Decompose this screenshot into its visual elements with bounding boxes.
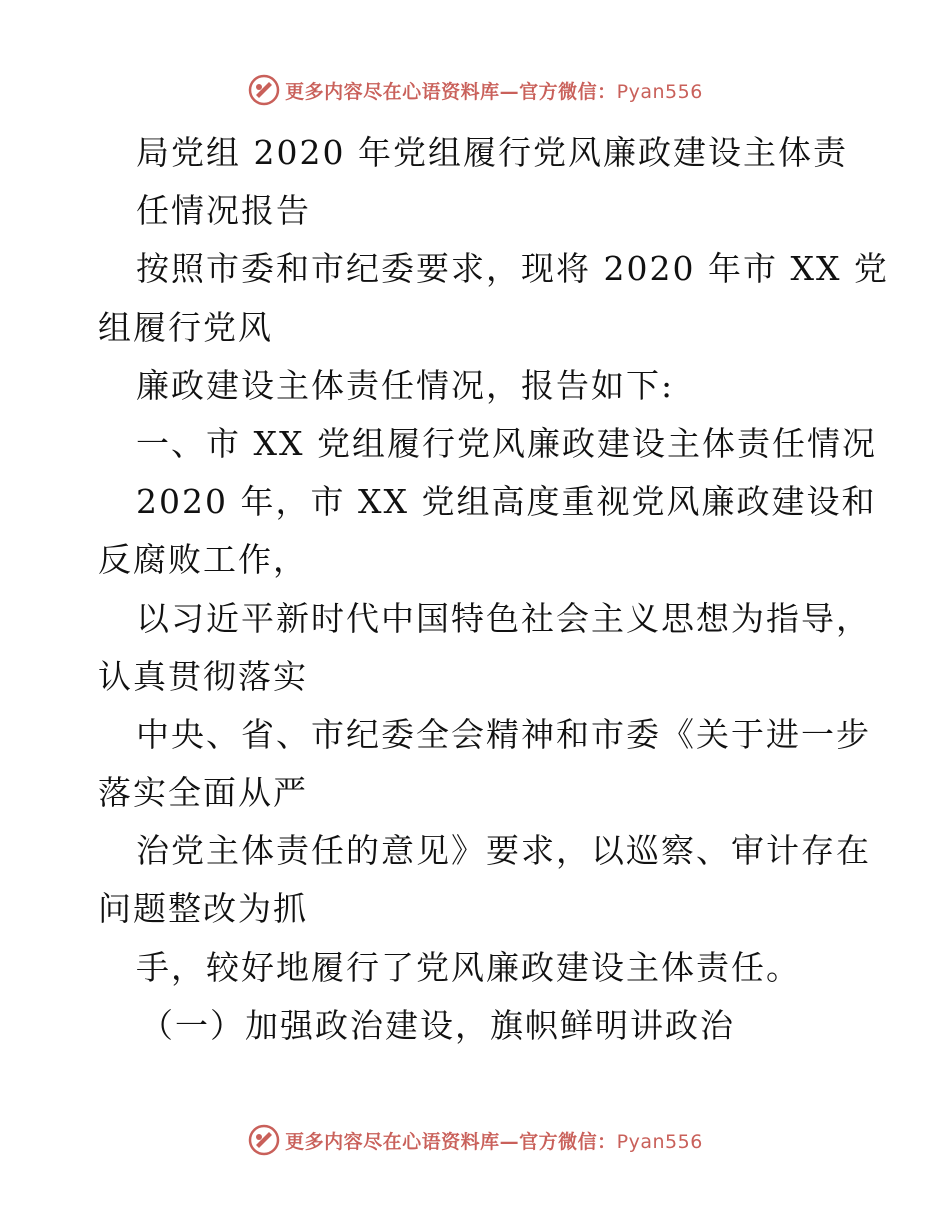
title-line-2: 任情况报告 <box>136 191 311 231</box>
logo-icon <box>247 1123 281 1157</box>
section-heading: 一、市 XX 党组履行党风廉政建设主体责任情况 <box>136 423 877 463</box>
watermark-text <box>285 1127 703 1154</box>
paragraph-line: 按照市委和市纪委要求，现将 2020 年市 XX 党 <box>136 249 889 289</box>
paragraph-line: 问题整改为抓 <box>98 889 308 929</box>
title-line-1: 局党组 2020 年党组履行党风廉政建设主体责 <box>136 133 848 172</box>
logo-icon <box>247 73 281 107</box>
watermark-text-cn: 更多内容尽在心语资料库—官方微信： <box>285 1130 617 1153</box>
footer-watermark <box>0 1120 950 1160</box>
watermark-wechat-id: Pyan556 <box>616 80 703 103</box>
watermark-text <box>285 77 703 104</box>
paragraph-line: 认真贯彻落实 <box>98 656 308 696</box>
paragraph-line: 落实全面从严 <box>98 773 308 813</box>
watermark-text-cn: 更多内容尽在心语资料库—官方微信： <box>285 80 617 103</box>
paragraph-line: 以习近平新时代中国特色社会主义思想为指导， <box>136 598 871 638</box>
document-body <box>98 124 889 1055</box>
paragraph-line: 中央、省、市纪委全会精神和市委《关于进一步 <box>136 714 871 754</box>
subsection-heading: （一）加强政治建设，旗帜鲜明讲政治 <box>140 1005 735 1045</box>
watermark-wechat-id: Pyan556 <box>616 1130 703 1153</box>
paragraph-line: 廉政建设主体责任情况，报告如下: <box>136 365 675 405</box>
header-watermark <box>0 70 950 110</box>
paragraph-line: 反腐败工作， <box>98 540 308 580</box>
paragraph-line: 2020 年，市 XX 党组高度重视党风廉政建设和 <box>136 482 877 522</box>
paragraph-line: 手，较好地履行了党风廉政建设主体责任。 <box>136 947 801 987</box>
paragraph-line: 组履行党风 <box>98 307 273 347</box>
paragraph-line: 治党主体责任的意见》要求，以巡察、审计存在 <box>136 831 871 871</box>
